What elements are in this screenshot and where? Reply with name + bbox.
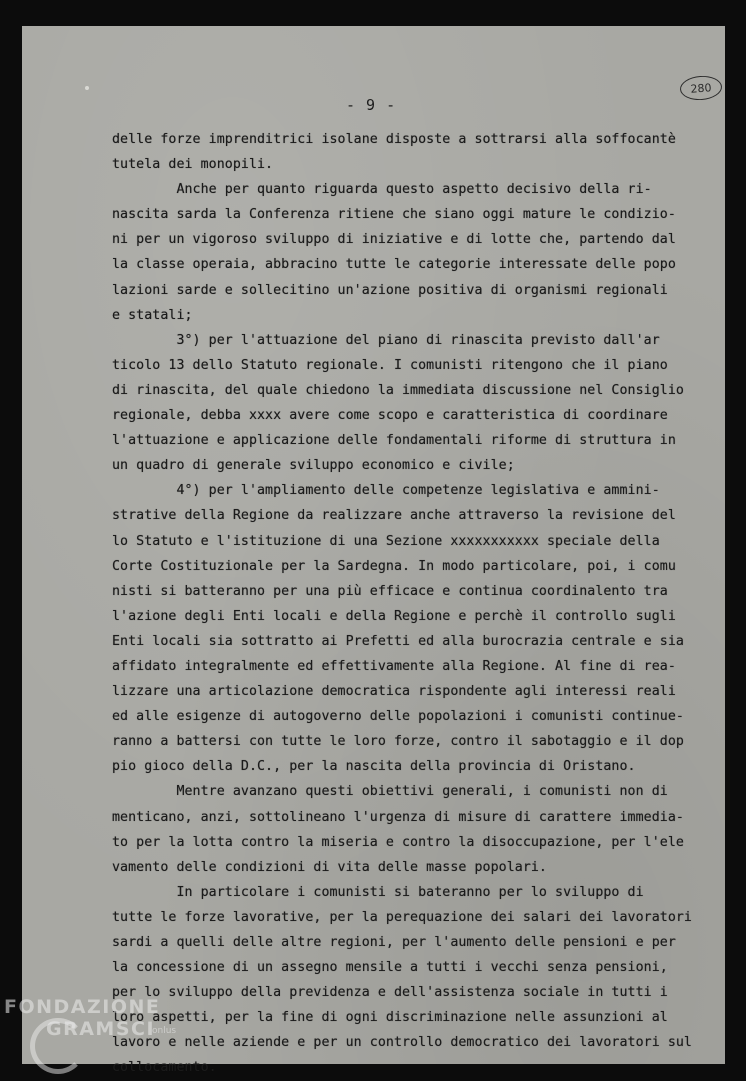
- text-line: la classe operaia, abbracino tutte le categorie interessate delle popo: [112, 257, 676, 273]
- archive-number-stamp: [679, 75, 723, 102]
- text-line: l'attuazione e applicazione delle fondamentali riforme di struttura in: [112, 433, 676, 449]
- text-line: lizzare una articolazione democratica rispondente agli interessi reali: [112, 684, 676, 700]
- text-line: di rinascita, del quale chiedono la immediata discussione nel Consiglio: [112, 382, 684, 398]
- text-line: Corte Costituzionale per la Sardegna. In modo particolare, poi, i comu: [112, 558, 676, 574]
- text-line: delle forze imprenditrici isolane disposte a sottrarsi alla soffocantè: [112, 132, 676, 147]
- text-line: l'azione degli Enti locali e della Regione e perchè il controllo sugli: [112, 608, 676, 624]
- text-line: In particolare i comunisti si bateranno per lo sviluppo di: [112, 884, 644, 900]
- text-line: lo Statuto e l'istituzione di una Sezione xxxxxxxxxxx speciale della: [112, 533, 660, 549]
- watermark-line-2: GRAMSCI: [46, 1018, 156, 1040]
- watermark-line-3: onlus: [152, 1026, 177, 1036]
- document-page: [22, 26, 725, 1076]
- text-line: Mentre avanzano questi obiettivi generali, i comunisti non di: [112, 784, 668, 800]
- page-number: - 9 -: [346, 96, 397, 114]
- text-line: lazioni sarde e sollecitino un'azione positiva di organismi regionali: [112, 282, 668, 298]
- text-line: sardi a quelli delle altre regioni, per l'aumento delle pensioni e per: [112, 935, 676, 950]
- text-line: la concessione di un assegno mensile a tutti i vecchi senza pensioni,: [112, 960, 668, 976]
- text-line: Anche per quanto riguarda questo aspetto decisivo della ri-: [112, 182, 652, 198]
- text-line: Enti locali sia sottratto ai Prefetti ed alla burocrazia centrale e sia: [112, 633, 684, 649]
- text-line: e statali;: [112, 307, 193, 323]
- text-line: ticolo 13 dello Statuto regionale. I comunisti ritengono che il piano: [112, 357, 668, 373]
- text-line: 4°) per l'ampliamento delle competenze legislativa e ammini-: [112, 483, 660, 499]
- text-line: collocamento.: [112, 1060, 217, 1076]
- text-line: per lo sviluppo della previdenza e dell'assistenza sociale in tutti i: [112, 985, 668, 1001]
- text-line: ranno a battersi con tutte le loro forze, contro il sabotaggio e il dop: [112, 734, 684, 750]
- text-line: tutela dei monopili.: [112, 157, 274, 173]
- paper-speck: [85, 86, 89, 90]
- text-line: strative della Regione da realizzare anche attraverso la revisione del: [112, 508, 676, 524]
- watermark-line-1: FONDAZIONE: [4, 996, 161, 1018]
- text-line: regionale, debba xxxx avere come scopo e caratteristica di coordinare: [112, 408, 668, 424]
- typewritten-body: [112, 127, 732, 1081]
- text-line: pio gioco della D.C., per la nascita della provincia di Oristano.: [112, 759, 636, 775]
- text-line: un quadro di generale sviluppo economico e civile;: [112, 458, 515, 474]
- text-line: nascita sarda la Conferenza ritiene che siano oggi mature le condizio-: [112, 207, 676, 223]
- text-line: lavoro e nelle aziende e per un controllo democratico dei lavoratori sul: [112, 1035, 692, 1051]
- text-line: to per la lotta contro la miseria e contro la disoccupazione, per l'ele: [112, 834, 684, 850]
- text-line: nisti si batteranno per una più efficace e continua coordinalento tra: [112, 583, 668, 599]
- text-line: menticano, anzi, sottolineano l'urgenza di misure di carattere immedia-: [112, 809, 684, 825]
- text-line: tutte le forze lavorative, per la perequazione dei salari dei lavoratori: [112, 909, 692, 925]
- text-line: 3°) per l'attuazione del piano di rinascita previsto dall'ar: [112, 332, 660, 348]
- text-line: loro aspetti, per la fine di ogni discriminazione nelle assunzioni al: [112, 1010, 668, 1026]
- text-line: ed alle esigenze di autogoverno delle popolazioni i comunisti continue-: [112, 709, 684, 725]
- text-line: vamento delle condizioni di vita delle masse popolari.: [112, 859, 547, 875]
- text-line: ni per un vigoroso sviluppo di iniziative e di lotte che, partendo dal: [112, 232, 676, 248]
- archive-number: 280: [690, 80, 712, 96]
- text-line: affidato integralmente ed effettivamente alla Regione. Al fine di rea-: [112, 658, 676, 674]
